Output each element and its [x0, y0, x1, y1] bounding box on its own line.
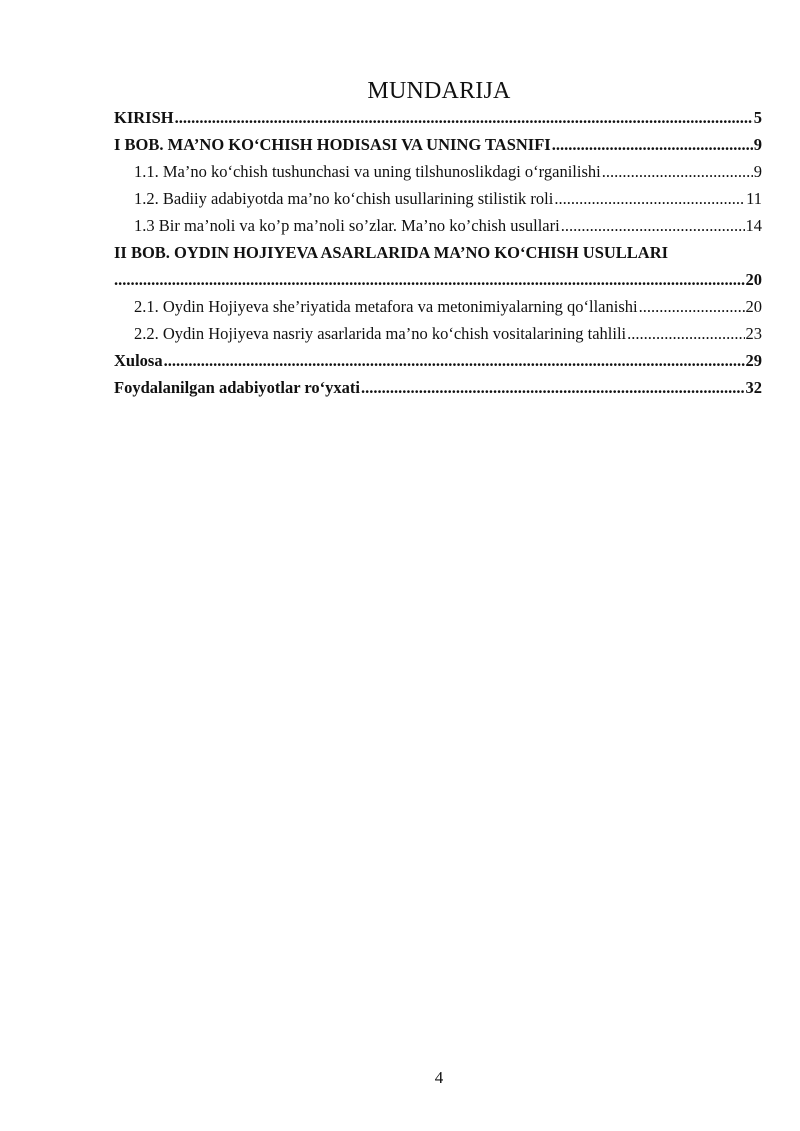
toc-entry-page: 9 — [753, 135, 762, 154]
dot-leader — [114, 266, 745, 293]
toc-entry-1-3[interactable] — [114, 212, 762, 239]
dot-leader — [561, 212, 745, 239]
toc-entry-xulosa[interactable] — [114, 347, 762, 374]
toc-entry-label: 2.2. Oydin Hojiyeva nasriy asarlarida ma’no ko‘chish vositalarining tahlili — [134, 324, 627, 343]
toc-entry-page: 5 — [753, 108, 762, 127]
dot-leader — [602, 158, 753, 185]
toc-entry-page: 29 — [745, 351, 762, 370]
toc-entry-page: 14 — [745, 216, 762, 235]
dot-leader — [639, 293, 745, 320]
toc-entry-label: KIRISH — [114, 108, 174, 127]
dot-leader — [554, 185, 745, 212]
toc-entry-label: 2.1. Oydin Hojiyeva she’riyatida metafora va metonimiyalarning qo‘llanishi — [134, 297, 638, 316]
toc-entry-page: 20 — [745, 270, 762, 289]
toc-entry-label: 1.1. Ma’no ko‘chish tushunchasi va uning tilshunoslikdagi o‘rganilishi — [134, 162, 601, 181]
dot-leader — [552, 131, 753, 158]
toc-entry-2-2[interactable] — [114, 320, 762, 347]
toc-entry-label: 1.3 Bir ma’noli va ko’p ma’noli so’zlar. Ma’no ko’chish usullari — [134, 216, 560, 235]
toc-entry-kirish[interactable] — [114, 104, 762, 131]
toc-entry-leader-line — [114, 266, 762, 293]
toc-entry-label: 1.2. Badiiy adabiyotda ma’no ko‘chish usullarining stilistik roli — [134, 189, 554, 208]
toc-entry-page: 11 — [746, 189, 762, 208]
toc-entry-2-1[interactable] — [114, 293, 762, 320]
toc-entry-1-1[interactable] — [114, 158, 762, 185]
toc-entry-page: 32 — [745, 378, 762, 397]
toc-entry-adabiyotlar[interactable] — [114, 374, 762, 401]
toc-entry-page: 9 — [753, 162, 762, 181]
toc-entry-label: Foydalanilgan adabiyotlar ro‘yxati — [114, 378, 361, 397]
toc-entry-bob-1[interactable] — [114, 131, 762, 158]
toc-entry-1-2[interactable] — [114, 185, 762, 212]
dot-leader — [164, 347, 745, 374]
toc-heading: MUNDARIJA — [367, 78, 511, 104]
toc-entry-label: I BOB. MA’NO KO‘CHISH HODISASI VA UNING TASNIFI — [114, 135, 551, 154]
toc-entry-label: II BOB. OYDIN HOJIYEVA ASARLARIDA MA’NO KO‘CHISH USULLARI — [114, 243, 669, 262]
toc-entry-page: 20 — [745, 297, 762, 316]
dot-leader — [361, 374, 744, 401]
toc-entry-page: 23 — [745, 324, 762, 343]
toc-entry-bob-2[interactable] — [114, 239, 762, 293]
dot-leader — [627, 320, 744, 347]
page-number: 4 — [434, 1068, 444, 1087]
dot-leader — [175, 104, 753, 131]
toc-entry-label: Xulosa — [114, 351, 163, 370]
table-of-contents — [114, 104, 762, 401]
